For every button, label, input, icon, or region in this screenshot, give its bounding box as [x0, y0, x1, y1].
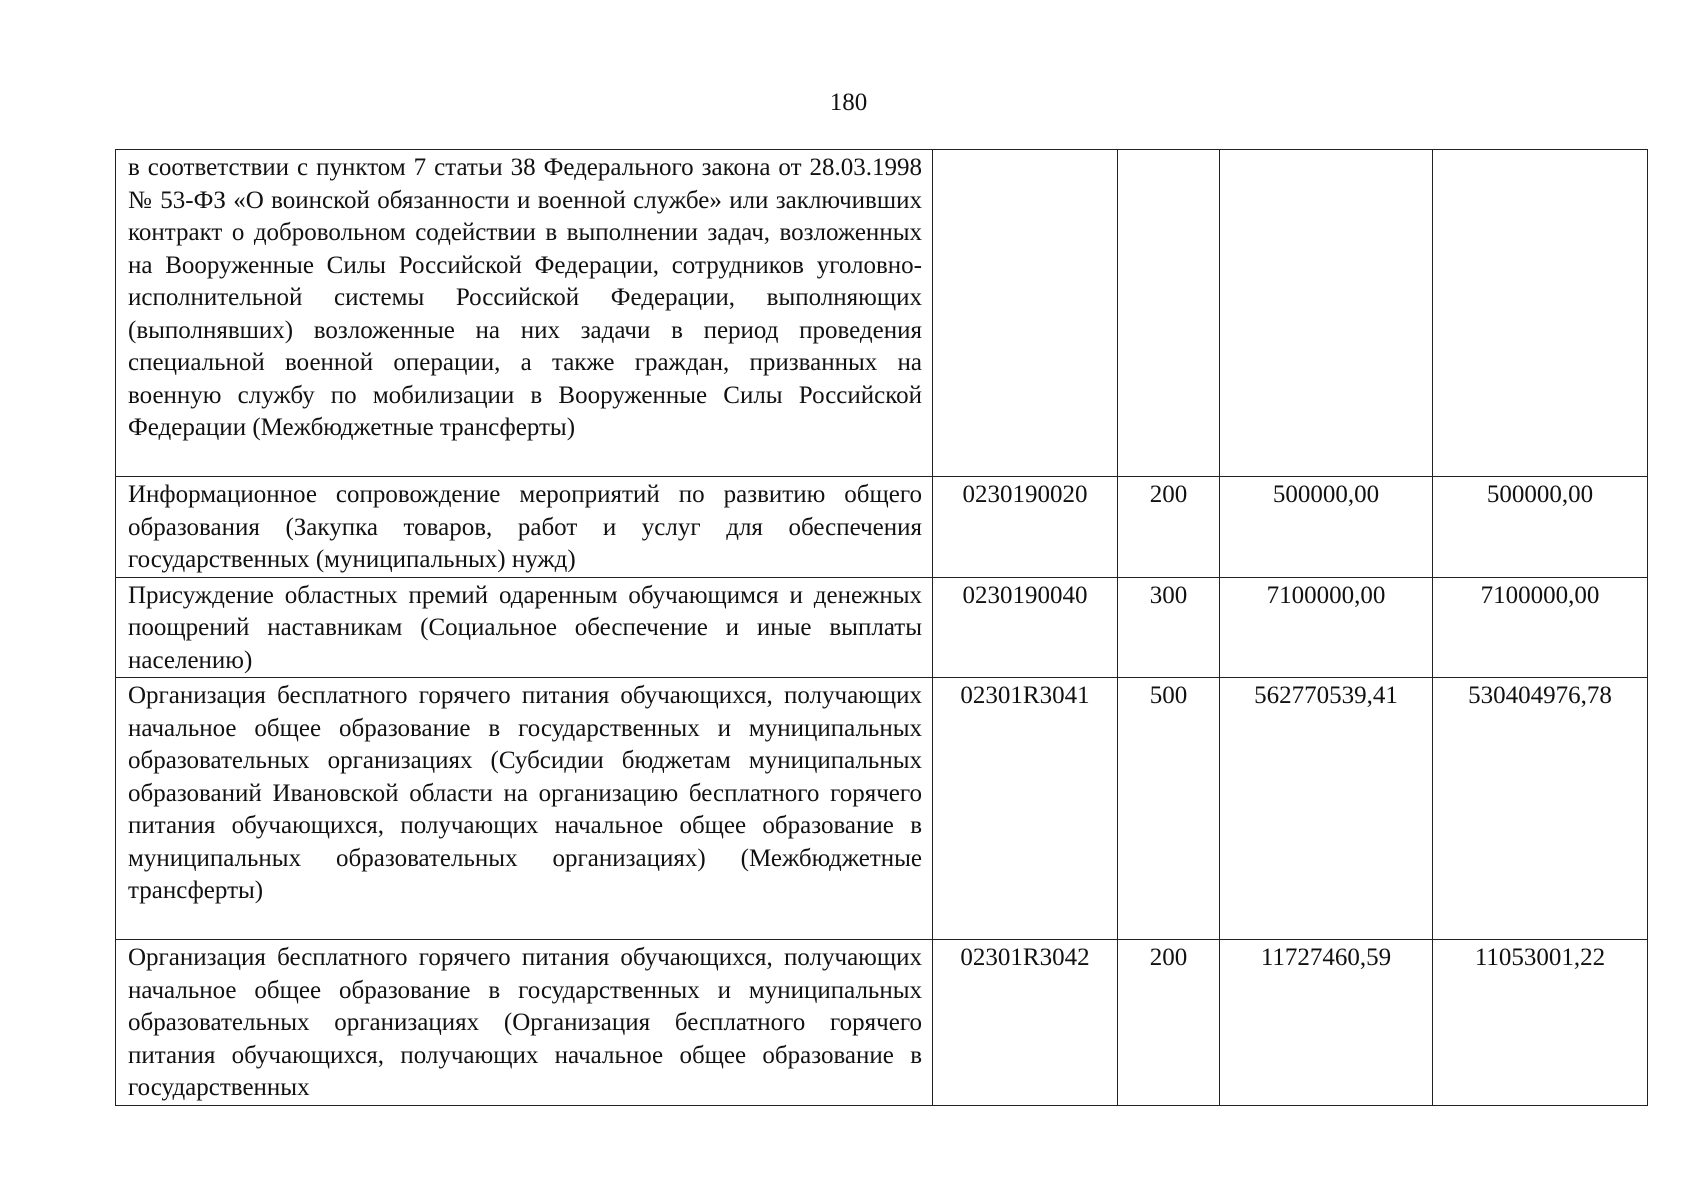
row-code: 02301R3042 — [933, 940, 1118, 1106]
row-code: 0230190020 — [933, 477, 1118, 578]
row-sum-1: 11727460,59 — [1220, 940, 1433, 1106]
row-description: Организация бесплатного горячего питания обучающихся, получающих начальное общее образование в государственных и муниципальных образовательных организациях (Субсидии бюджетам муниципальных образований Ивановской области на организацию бесплатного горячего питания обучающихся, получающих начальное общее образование в муниципальных образовательных организациях) (Межбюджетные трансферты) — [116, 678, 933, 940]
row-sum-2 — [1433, 150, 1648, 477]
row-code: 02301R3041 — [933, 678, 1118, 940]
row-sum-2: 7100000,00 — [1433, 577, 1648, 678]
row-expense-type — [1118, 150, 1220, 477]
row-sum-1: 562770539,41 — [1220, 678, 1433, 940]
row-sum-2: 500000,00 — [1433, 477, 1648, 578]
row-expense-type: 200 — [1118, 477, 1220, 578]
row-description: Организация бесплатного горячего питания обучающихся, получающих начальное общее образование в государственных и муниципальных образовательных организациях (Организация бесплатного горячего питания обучающихся, получающих начальное общее образование в государственных — [116, 940, 933, 1106]
row-sum-2: 530404976,78 — [1433, 678, 1648, 940]
table-row — [116, 150, 1648, 477]
row-description: Присуждение областных премий одаренным обучающимся и денежных поощрений наставникам (Социальное обеспечение и иные выплаты населению) — [116, 577, 933, 678]
row-sum-2: 11053001,22 — [1433, 940, 1648, 1106]
table-row — [116, 477, 1648, 578]
row-sum-1: 500000,00 — [1220, 477, 1433, 578]
row-expense-type: 500 — [1118, 678, 1220, 940]
row-code: 0230190040 — [933, 577, 1118, 678]
row-expense-type: 200 — [1118, 940, 1220, 1106]
row-code — [933, 150, 1118, 477]
row-description: Информационное сопровождение мероприятий по развитию общего образования (Закупка товаров, работ и услуг для обеспечения государственных (муниципальных) нужд) — [116, 477, 933, 578]
page-number: 180 — [829, 89, 868, 116]
table-row — [116, 678, 1648, 940]
row-expense-type: 300 — [1118, 577, 1220, 678]
budget-table — [115, 149, 1648, 1106]
row-sum-1: 7100000,00 — [1220, 577, 1433, 678]
table-row — [116, 940, 1648, 1106]
row-sum-1 — [1220, 150, 1433, 477]
table-row — [116, 577, 1648, 678]
row-description: в соответствии с пунктом 7 статьи 38 Федерального закона от 28.03.1998 № 53-ФЗ «О воинской обязанности и военной службе» или заключивших контракт о добровольном содействии в выполнении задач, возложенных на Вооруженные Силы Российской Федерации, сотрудников уголовно-исполнительной системы Российской Федерации, выполняющих (выполнявших) возложенные на них задачи в период проведения специальной военной операции, а также граждан, призванных на военную службу по мобилизации в Вооруженные Силы Российской Федерации (Межбюджетные трансферты) — [116, 150, 933, 477]
